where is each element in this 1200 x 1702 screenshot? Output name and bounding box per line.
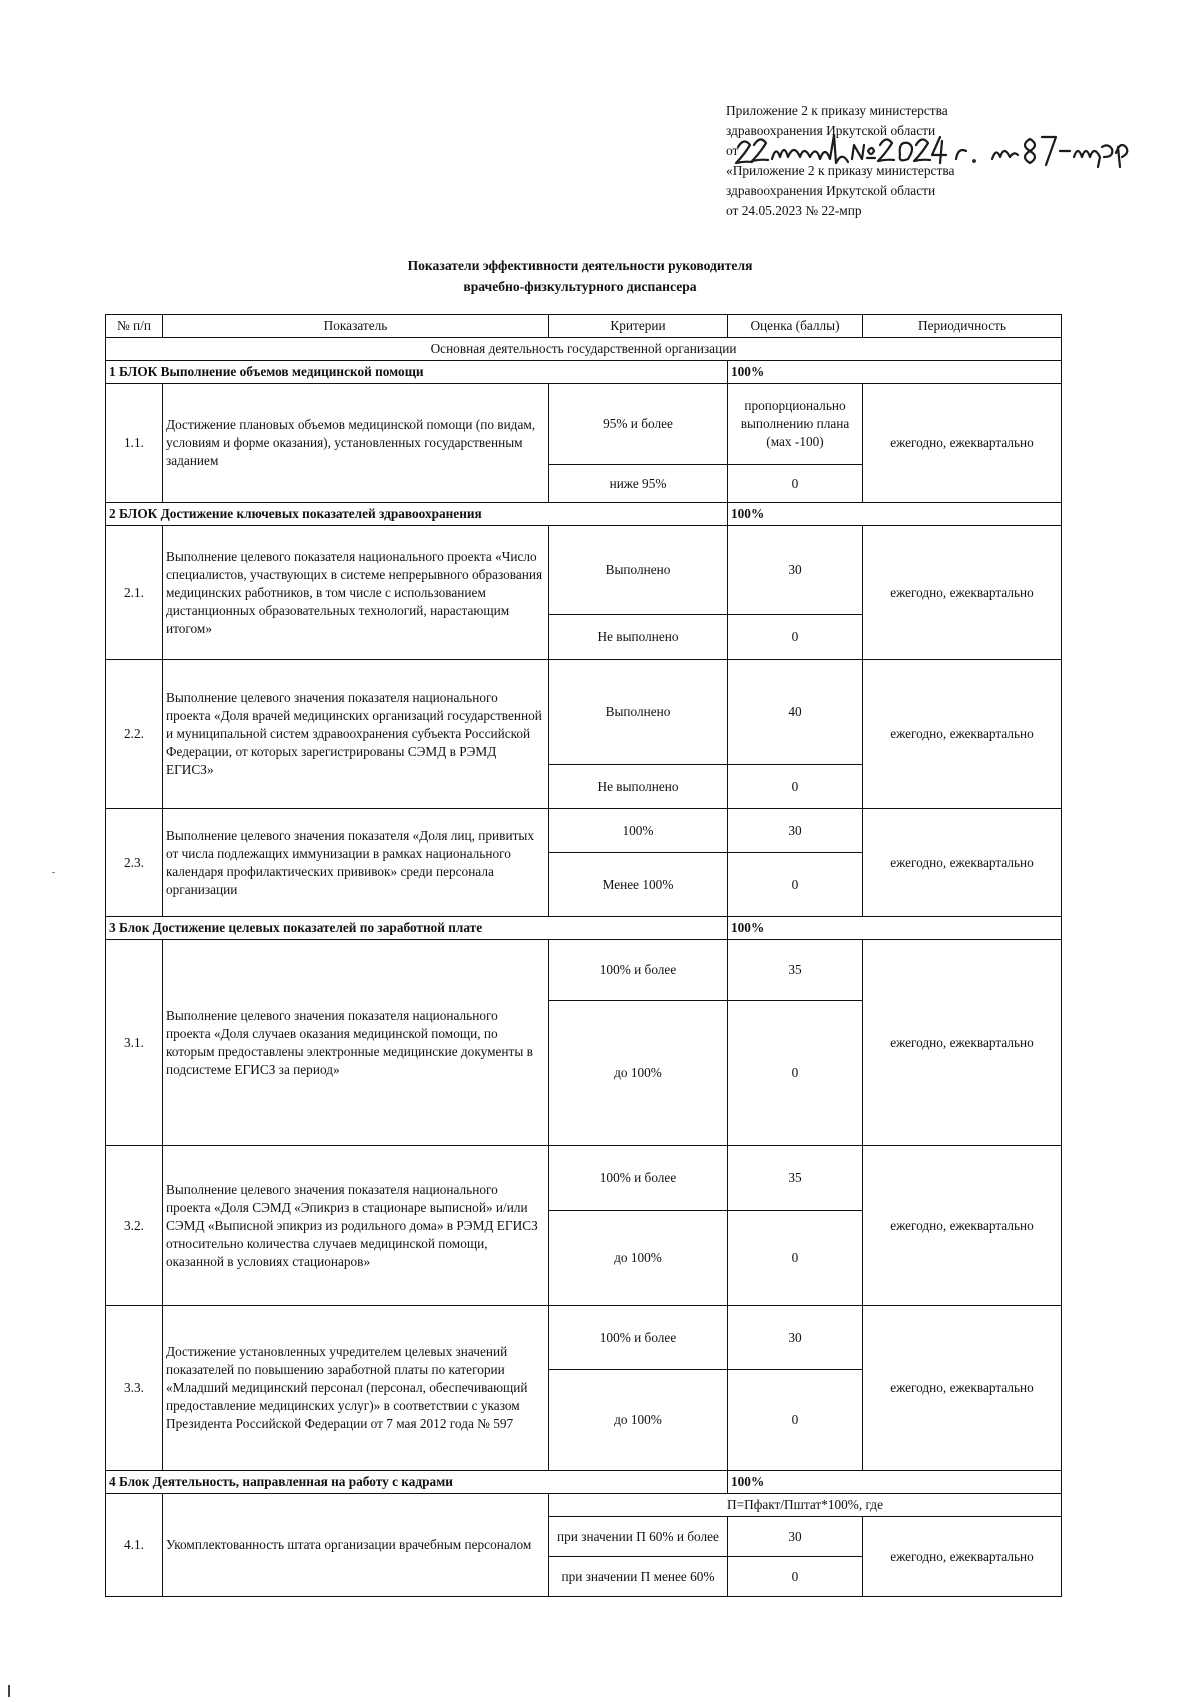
header-line-2: здравоохранения Иркутской области bbox=[726, 123, 936, 138]
section-title: Основная деятельность государственной организации bbox=[106, 338, 1062, 361]
row-criteria: 100% и более bbox=[549, 1146, 728, 1211]
formula-text: П=Пфакт/Пштат*100%, где bbox=[549, 1494, 1062, 1517]
block-title-row bbox=[106, 361, 1062, 384]
row-score: 40 bbox=[728, 660, 863, 765]
row-indicator: Выполнение целевого значения показателя национального проекта «Доля случаев оказания медицинской помощи, по которым предоставлены электронные медицинские документы в подсистеме ЕГИСЗ за период» bbox=[163, 940, 549, 1146]
row-criteria: Не выполнено bbox=[549, 615, 728, 660]
table-header-row bbox=[106, 315, 1062, 338]
row-indicator: Достижение плановых объемов медицинской помощи (по видам, условиям и форме оказания), установленных государственным заданием bbox=[163, 384, 549, 503]
row-score: 35 bbox=[728, 940, 863, 1001]
row-indicator: Выполнение целевого значения показателя «Доля лиц, привитых от числа подлежащих иммунизации в рамках национального календаря профилактических прививок» среди персонала организации bbox=[163, 809, 549, 917]
row-period: ежегодно, ежеквартально bbox=[863, 1146, 1062, 1306]
col-header-period: Периодичность bbox=[863, 315, 1062, 338]
block-1-weight: 100% bbox=[728, 361, 1062, 384]
header-line-4: «Приложение 2 к приказу министерства bbox=[726, 163, 955, 178]
header-line-5: здравоохранения Иркутской области bbox=[726, 183, 936, 198]
block-title-row bbox=[106, 503, 1062, 526]
row-score: 0 bbox=[728, 853, 863, 917]
row-score: 0 bbox=[728, 615, 863, 660]
order-header bbox=[726, 101, 954, 221]
col-header-num: № п/п bbox=[106, 315, 163, 338]
table-row bbox=[106, 1306, 1062, 1370]
table-row bbox=[106, 526, 1062, 615]
row-criteria: Менее 100% bbox=[549, 853, 728, 917]
row-num: 4.1. bbox=[106, 1494, 163, 1597]
row-score: 0 bbox=[728, 1557, 863, 1597]
table-row bbox=[106, 809, 1062, 853]
block-4-title: 4 Блок Деятельность, направленная на работу с кадрами bbox=[106, 1471, 728, 1494]
row-criteria: до 100% bbox=[549, 1211, 728, 1306]
block-1-title: 1 БЛОК Выполнение объемов медицинской помощи bbox=[106, 361, 728, 384]
row-score: 35 bbox=[728, 1146, 863, 1211]
table-row bbox=[106, 940, 1062, 1001]
row-criteria: до 100% bbox=[549, 1001, 728, 1146]
row-criteria: при значении П 60% и более bbox=[549, 1517, 728, 1557]
row-criteria: Выполнено bbox=[549, 660, 728, 765]
row-criteria: при значении П менее 60% bbox=[549, 1557, 728, 1597]
row-score: пропорционально выполнению плана (мах -100) bbox=[728, 384, 863, 465]
block-title-row bbox=[106, 917, 1062, 940]
row-criteria: 100% bbox=[549, 809, 728, 853]
row-period: ежегодно, ежеквартально bbox=[863, 384, 1062, 503]
row-indicator: Укомплектованность штата организации врачебным персоналом bbox=[163, 1494, 549, 1597]
row-num: 2.1. bbox=[106, 526, 163, 660]
document-title-line-2: врачебно-физкультурного диспансера bbox=[463, 279, 697, 294]
row-indicator: Выполнение целевого значения показателя национального проекта «Доля СЭМД «Эпикриз в стационаре выписной» и/или СЭМД «Выписной эпикриз из родильного дома» в РЭМД ЕГИСЗ относительно количества случаев медицинской помощи, оказанной в условиях стационаров» bbox=[163, 1146, 549, 1306]
indicators-table bbox=[105, 314, 1062, 1597]
row-score: 30 bbox=[728, 809, 863, 853]
row-criteria: Выполнено bbox=[549, 526, 728, 615]
col-header-score: Оценка (баллы) bbox=[728, 315, 863, 338]
row-criteria: 100% и более bbox=[549, 1306, 728, 1370]
row-period: ежегодно, ежеквартально bbox=[863, 1517, 1062, 1597]
header-from-prefix: от bbox=[726, 143, 739, 158]
row-criteria: до 100% bbox=[549, 1370, 728, 1471]
row-score: 0 bbox=[728, 1001, 863, 1146]
row-num: 2.2. bbox=[106, 660, 163, 809]
block-2-title: 2 БЛОК Достижение ключевых показателей здравоохранения bbox=[106, 503, 728, 526]
handwritten-date-signature bbox=[724, 125, 1144, 169]
row-criteria: Не выполнено bbox=[549, 765, 728, 809]
row-score: 30 bbox=[728, 526, 863, 615]
scan-artifact bbox=[52, 872, 55, 873]
scan-artifact bbox=[8, 1685, 10, 1697]
row-period: ежегодно, ежеквартально bbox=[863, 1306, 1062, 1471]
row-num: 3.3. bbox=[106, 1306, 163, 1471]
table-row bbox=[106, 1494, 1062, 1517]
row-period: ежегодно, ежеквартально bbox=[863, 660, 1062, 809]
row-criteria: 100% и более bbox=[549, 940, 728, 1001]
col-header-criteria: Критерии bbox=[549, 315, 728, 338]
header-line-1: Приложение 2 к приказу министерства bbox=[726, 103, 948, 118]
col-header-indicator: Показатель bbox=[163, 315, 549, 338]
row-period: ежегодно, ежеквартально bbox=[863, 940, 1062, 1146]
table-row bbox=[106, 1146, 1062, 1211]
block-2-weight: 100% bbox=[728, 503, 1062, 526]
row-num: 3.2. bbox=[106, 1146, 163, 1306]
document-title-line-1: Показатели эффективности деятельности руководителя bbox=[407, 258, 753, 273]
header-line-3 bbox=[726, 141, 954, 161]
block-3-title: 3 Блок Достижение целевых показателей по заработной плате bbox=[106, 917, 728, 940]
row-score: 0 bbox=[728, 465, 863, 503]
row-indicator: Выполнение целевого значения показателя национального проекта «Доля врачей медицинских организаций государственной и муниципальной систем здравоохранения субъекта Российской Федерации, от которых зарегистрированы СЭМД в РЭМД ЕГИСЗ» bbox=[163, 660, 549, 809]
header-line-6: от 24.05.2023 № 22-мпр bbox=[726, 203, 862, 218]
row-criteria: 95% и более bbox=[549, 384, 728, 465]
row-indicator: Выполнение целевого показателя национального проекта «Число специалистов, участвующих в системе непрерывного образования медицинских работников, в том числе с использованием дистанционных образовательных технологий, нарастающим итогом» bbox=[163, 526, 549, 660]
block-4-weight: 100% bbox=[728, 1471, 1062, 1494]
row-indicator: Достижение установленных учредителем целевых значений показателей по повышению заработной платы по категории «Младший медицинский персонал (персонал, обеспечивающий предоставление медицинских услуг)» в соответствии с указом Президента Российской Федерации от 7 мая 2012 года № 597 bbox=[163, 1306, 549, 1471]
row-num: 1.1. bbox=[106, 384, 163, 503]
row-score: 30 bbox=[728, 1517, 863, 1557]
table-row bbox=[106, 384, 1062, 465]
row-criteria: ниже 95% bbox=[549, 465, 728, 503]
row-score: 30 bbox=[728, 1306, 863, 1370]
row-score: 0 bbox=[728, 1211, 863, 1306]
row-period: ежегодно, ежеквартально bbox=[863, 526, 1062, 660]
row-num: 3.1. bbox=[106, 940, 163, 1146]
row-score: 0 bbox=[728, 1370, 863, 1471]
block-3-weight: 100% bbox=[728, 917, 1062, 940]
row-score: 0 bbox=[728, 765, 863, 809]
row-period: ежегодно, ежеквартально bbox=[863, 809, 1062, 917]
row-num: 2.3. bbox=[106, 809, 163, 917]
table-row bbox=[106, 660, 1062, 765]
block-title-row bbox=[106, 1471, 1062, 1494]
section-row bbox=[106, 338, 1062, 361]
